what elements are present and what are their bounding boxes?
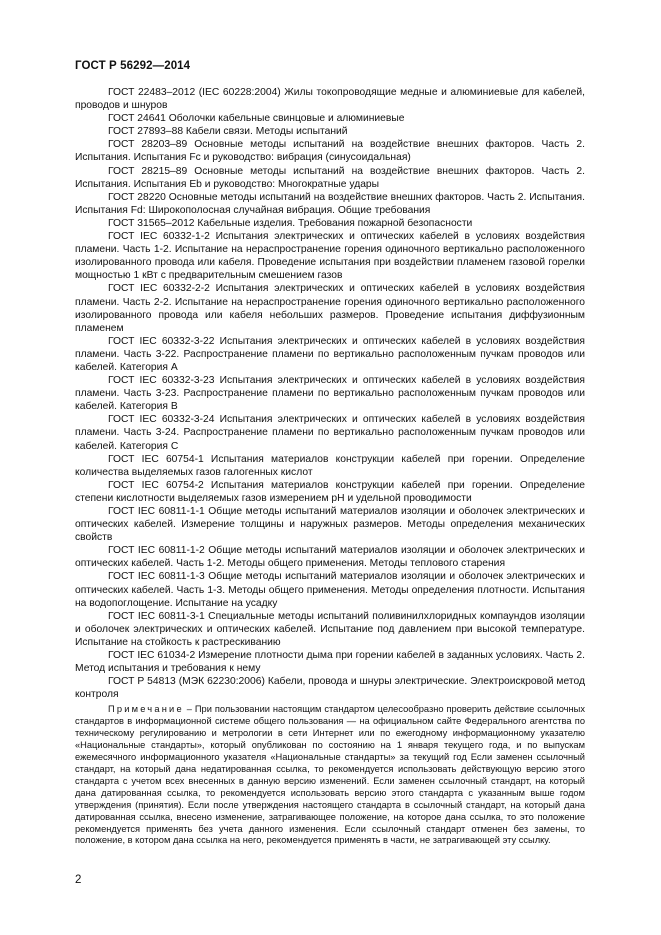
reference-item: ГОСТ 24641 Оболочки кабельные свинцовые и алюминиевые bbox=[108, 113, 405, 125]
reference-item: ГОСТ IEC 60332-3-24 Испытания электрических и оптических кабелей в условиях воздействия пламени. Часть 3-24. Распространение пламени по вертикально расположенным пучкам проводов или кабелей. Категория С bbox=[75, 414, 585, 452]
reference-item: ГОСТ IEC 60811-1-2 Общие методы испытаний материалов изоляции и оболочек электрических и оптических кабелей. Часть 1-2. Методы общего применения. Методы теплового старения bbox=[75, 545, 585, 570]
reference-item: ГОСТ IEC 60811-3-1 Специальные методы испытаний поливинилхлоридных компаундов изоляции и оболочек электрических и оптических кабелей. Испытание под давлением при высокой температуре. Испытание на стойкость к растрескиванию bbox=[75, 610, 585, 648]
reference-item: ГОСТ IEC 60754-1 Испытания материалов конструкции кабелей при горении. Определение количества выделяемых газов галогенных кислот bbox=[75, 453, 585, 478]
reference-item: ГОСТ 28215–89 Основные методы испытаний на воздействие внешних факторов. Часть 2. Испытания. Испытания Eb и руководство: Многократные удары bbox=[75, 165, 585, 190]
page-header-code: ГОСТ Р 56292—2014 bbox=[75, 60, 191, 72]
reference-item: ГОСТ IEC 60754-2 Испытания материалов конструкции кабелей при горении. Определение степени кислотности выделяемых газов измерением pH и удельной проводимости bbox=[75, 479, 585, 504]
reference-item: ГОСТ 27893–88 Кабели связи. Методы испытаний bbox=[108, 126, 348, 138]
page-number: 2 bbox=[75, 874, 82, 886]
normative-references-list bbox=[75, 86, 585, 701]
reference-item: ГОСТ IEC 60332-2-2 Испытания электрических и оптических кабелей в условиях воздействия пламени. Часть 2-2. Испытание на нераспространение горения одиночного вертикально расположенного изолированного провода или кабеля небольших размеров. Проведение испытания диффузионным пламенем bbox=[75, 283, 585, 334]
reference-item: ГОСТ IEC 60332-3-23 Испытания электрических и оптических кабелей в условиях воздействия пламени. Часть 3-23. Распространение пламени по вертикально расположенным пучкам проводов или кабелей. Категория В bbox=[75, 375, 585, 413]
note-paragraph bbox=[75, 704, 585, 847]
reference-item: ГОСТ 28203–89 Основные методы испытаний на воздействие внешних факторов. Часть 2. Испытания. Испытания Fc и руководство: вибрация (синусоидальная) bbox=[75, 139, 585, 164]
reference-item: ГОСТ IEC 61034-2 Измерение плотности дыма при горении кабелей в заданных условиях. Часть 2. Метод испытания и требования к нему bbox=[75, 650, 585, 675]
note-label: Примечание bbox=[108, 704, 184, 714]
reference-item: ГОСТ Р 54813 (МЭК 62230:2006) Кабели, провода и шнуры электрические. Электроискровой метод контроля bbox=[75, 676, 585, 701]
reference-item: ГОСТ IEC 60811-1-1 Общие методы испытаний материалов изоляции и оболочек электрических и оптических кабелей. Измерение толщины и наружных размеров. Методы определения механических свойств bbox=[75, 506, 585, 544]
reference-item: ГОСТ 31565–2012 Кабельные изделия. Требования пожарной безопасности bbox=[108, 217, 473, 229]
note-text: – При пользовании настоящим стандартом целесообразно проверить действие ссылочных стандартов в информационной системе общего пользования — на официальном сайте Федерального агентства по техническому регулированию и метрологии в сети Интернет или по ежегодному информационному указателю «Национальные стандарты», который опубликован по состоянию на 1 января текущего года, и по выпускам ежемесячного информационного указателя «Национальные стандарты» за текущий год Если заменен ссылочный стандарт, на который дана недатированная ссылка, то рекомендуется использовать действующую версию этого стандарта с учетом всех внесенных в данную версию изменений. Если заменен ссылочный стандарт, на который дана датированная ссылка, то рекомендуется использовать версию этого стандарта с указанным выше годом утверждения (принятия). Если после утверждения настоящего стандарта в ссылочный стандарт, на который дана датированная ссылка, внесено изменение, затрагивающее положение, на которое дана ссылка, то это положение рекомендуется применять без учета данного изменения. Если ссылочный стандарт отменен без замены, то положение, в котором дана ссылка на него, рекомендуется применять в части, не затрагивающей эту ссылку. bbox=[75, 704, 585, 846]
reference-item: ГОСТ IEC 60811-1-3 Общие методы испытаний материалов изоляции и оболочек электрических и оптических кабелей. Часть 1-3. Методы общего применения. Методы определения плотности. Испытания на водопоглощение. Испытание на усадку bbox=[75, 571, 585, 609]
reference-item: ГОСТ 28220 Основные методы испытаний на воздействие внешних факторов. Часть 2. Испытания. Испытания Fd: Широкополосная случайная вибрация. Общие требования bbox=[75, 191, 585, 216]
reference-item: ГОСТ IEC 60332-1-2 Испытания электрических и оптических кабелей в условиях воздействия пламени. Часть 1-2. Испытание на нераспространение горения одиночного вертикально расположенного изолированного провода или кабеля. Проведение испытания при воздействии пламенем газовой горелки мощностью 1 кВт с предварительным смешением газов bbox=[75, 231, 585, 282]
reference-item: ГОСТ 22483–2012 (IEC 60228:2004) Жилы токопроводящие медные и алюминиевые для кабелей, проводов и шнуров bbox=[75, 87, 585, 112]
reference-item: ГОСТ IEC 60332-3-22 Испытания электрических и оптических кабелей в условиях воздействия пламени. Часть 3-22. Распространение пламени по вертикально расположенным пучкам проводов или кабелей. Категория А bbox=[75, 335, 585, 373]
